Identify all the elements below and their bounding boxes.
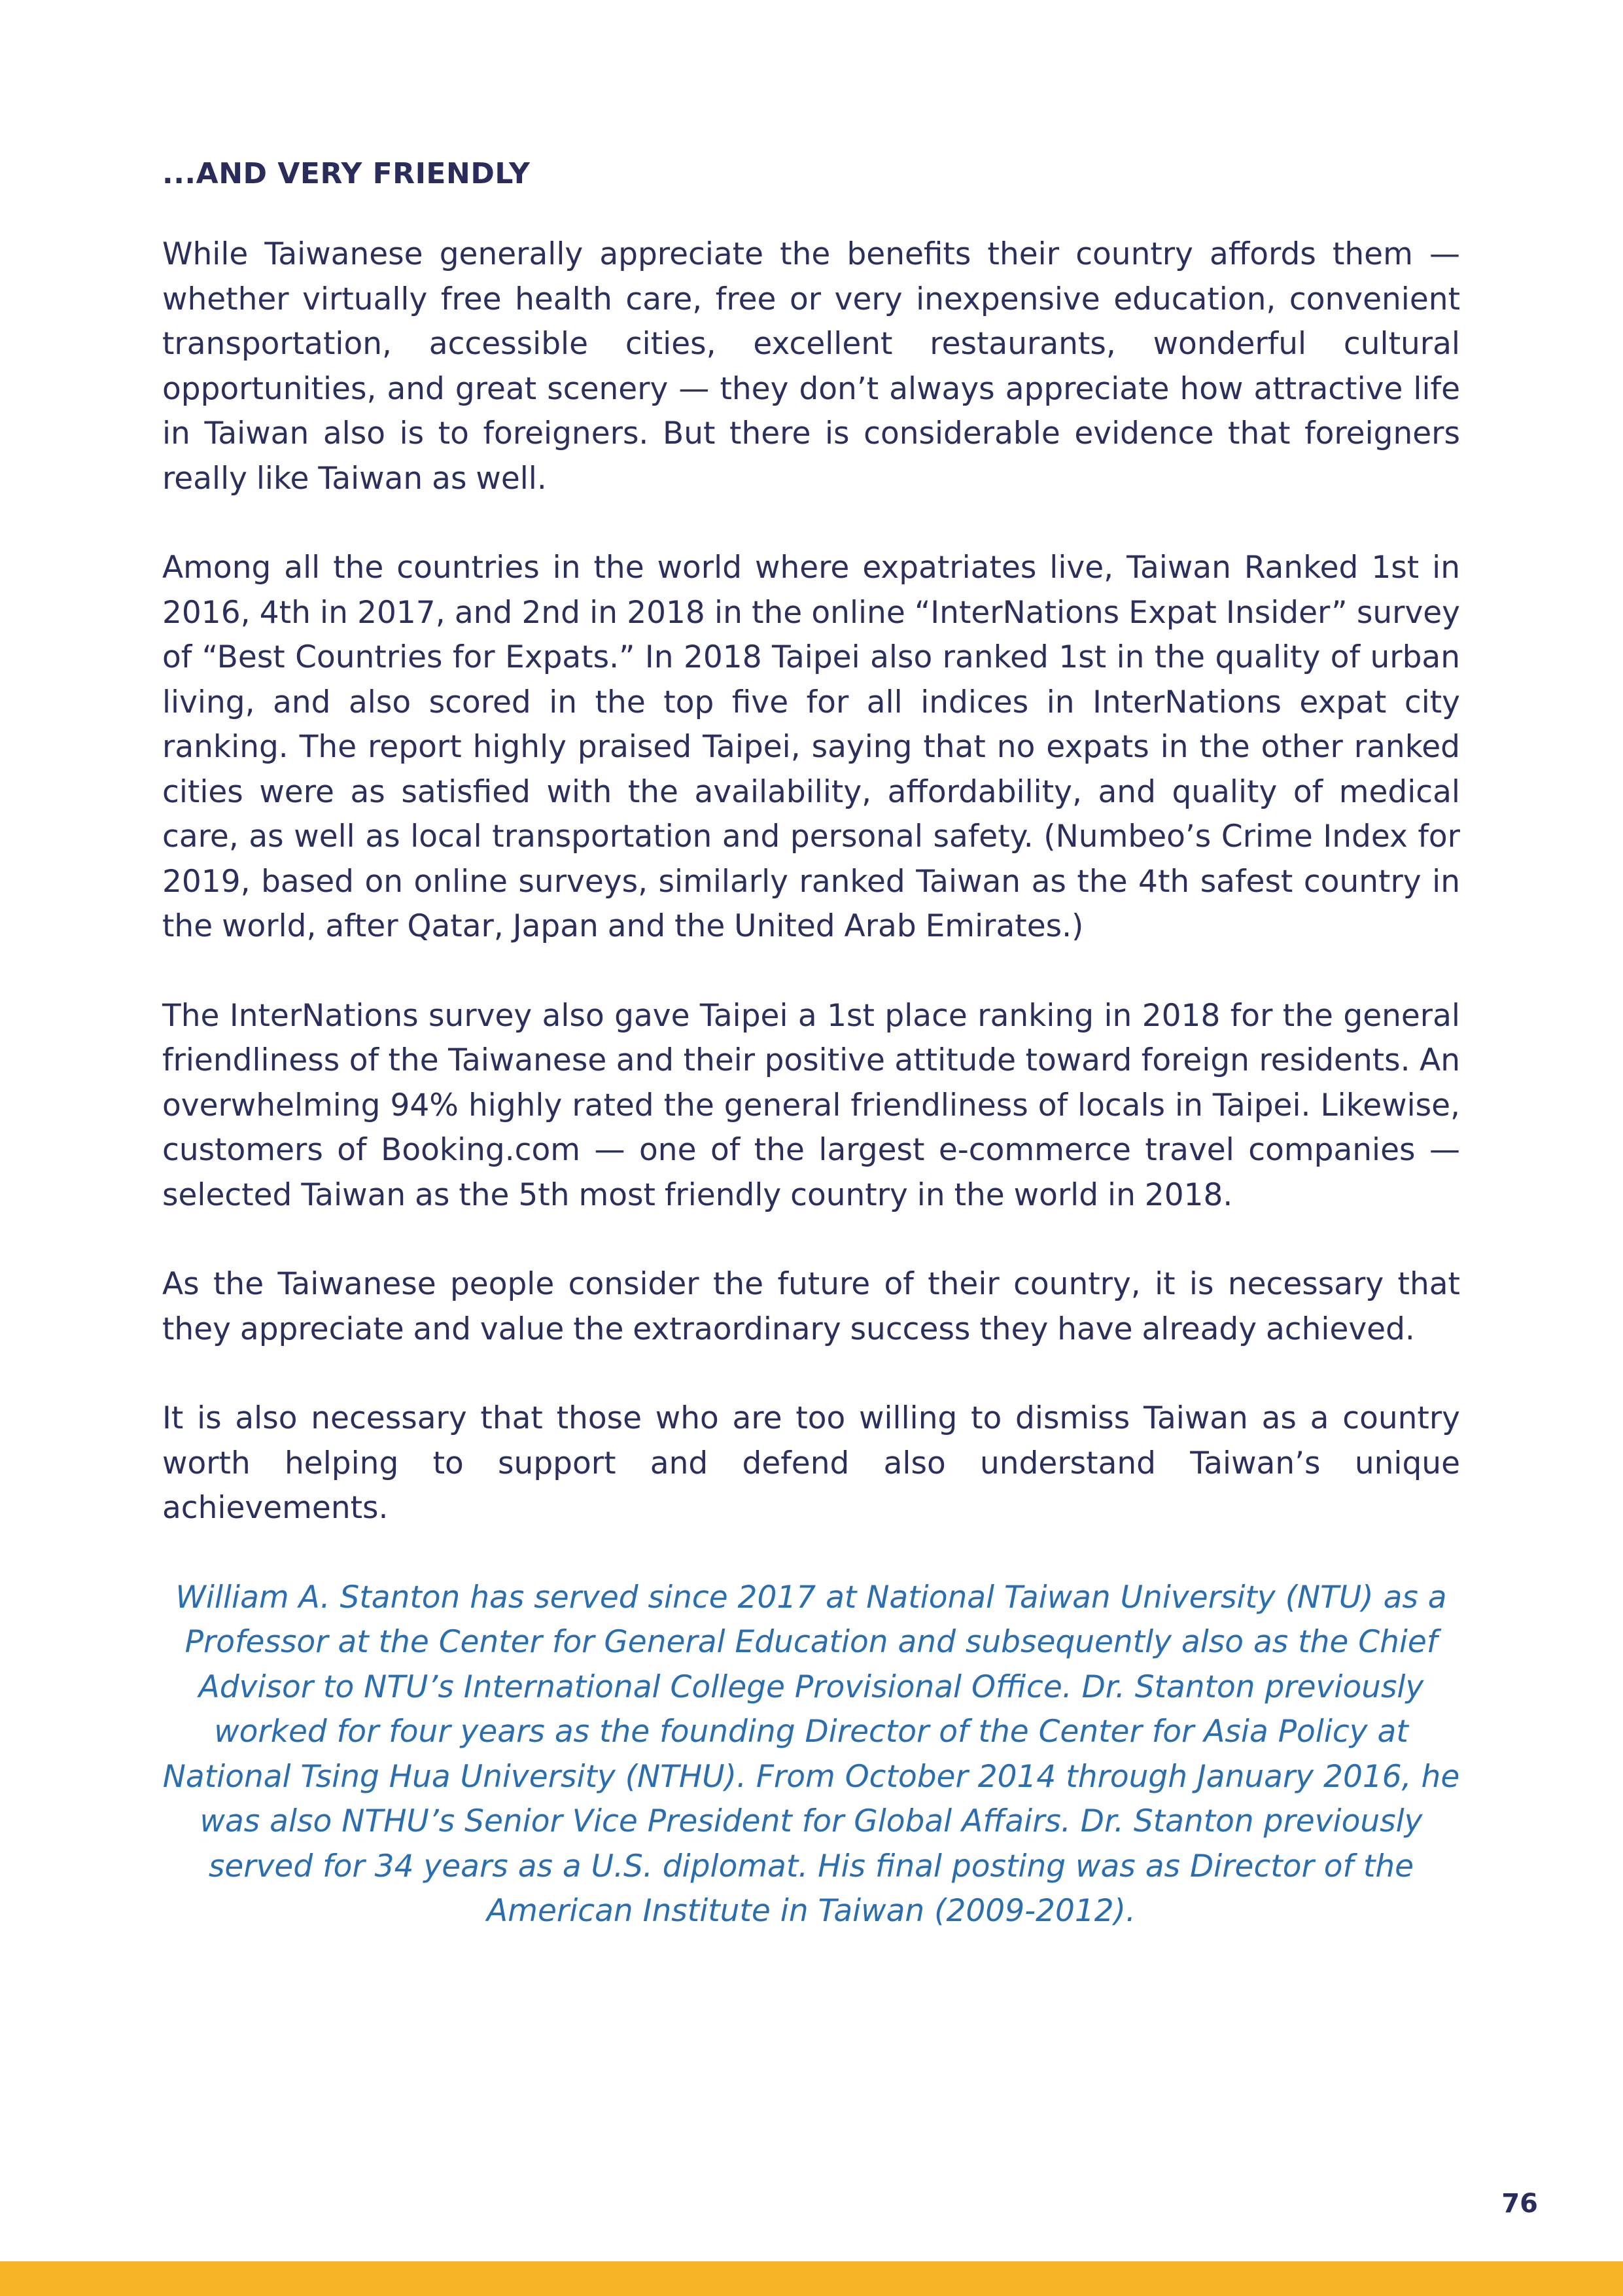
body-paragraph: The InterNations survey also gave Taipei a 1st place ranking in 2018 for the general friendliness of the Taiwanese and their positive attitude toward foreign residents. An overwhelming 94% highly rated the general friendliness of locals in Taipei. Likewise, customers of Booking.com — one of the largest e-commerce travel companies — selected Taiwan as the 5th most friendly country in the world in 2018. bbox=[162, 997, 1460, 1213]
body-paragraph: As the Taiwanese people consider the future of their country, it is necessary that they appreciate and value the extraordinary success they have already achieved. bbox=[162, 1266, 1460, 1347]
article-content bbox=[162, 157, 1460, 1934]
section-heading: ...AND VERY FRIENDLY bbox=[162, 157, 531, 190]
body-paragraph: While Taiwanese generally appreciate the benefits their country affords them — whether virtually free health care, free or very inexpensive education, convenient transportation, accessible cities, excellent restaurants, wonderful cultural opportunities, and great scenery — they don’t always appreciate how attractive life in Taiwan also is to foreigners. But there is considerable evidence that foreigners really like Taiwan as well. bbox=[162, 236, 1460, 497]
body-paragraph: Among all the countries in the world where expatriates live, Taiwan Ranked 1st in 2016, 4th in 2017, and 2nd in 2018 in the online “InterNations Expat Insider” survey of “Best Countries for Expats.” In 2018 Taipei also ranked 1st in the quality of urban living, and also scored in the top five for all indices in InterNations expat city ranking. The report highly praised Taipei, saying that no expats in the other ranked cities were as satisfied with the availability, affordability, and quality of medical care, as well as local transportation and personal safety. (Numbeo’s Crime Index for 2019, based on online surveys, similarly ranked Taiwan as the 4th safest country in the world, after Qatar, Japan and the United Arab Emirates.) bbox=[162, 550, 1460, 944]
author-bio: William A. Stanton has served since 2017 at National Taiwan University (NTU) as a Professor at the Center for General Education and subsequently also as the Chief Advisor to NTU’s International College Provisional Office. Dr. Stanton previously worked for four years as the founding Director of the Center for Asia Policy at National Tsing Hua University (NTHU). From October 2014 through January 2016, he was also NTHU’s Senior Vice President for Global Affairs. Dr. Stanton previously served for 34 years as a U.S. diplomat. His final posting was as Director of the American Institute in Taiwan (2009-2012). bbox=[162, 1579, 1460, 1929]
body-paragraph: It is also necessary that those who are too willing to dismiss Taiwan as a country worth helping to support and defend also understand Taiwan’s unique achievements. bbox=[162, 1400, 1460, 1526]
page-number: 76 bbox=[1501, 2189, 1538, 2219]
footer-accent-bar bbox=[0, 2261, 1623, 2296]
